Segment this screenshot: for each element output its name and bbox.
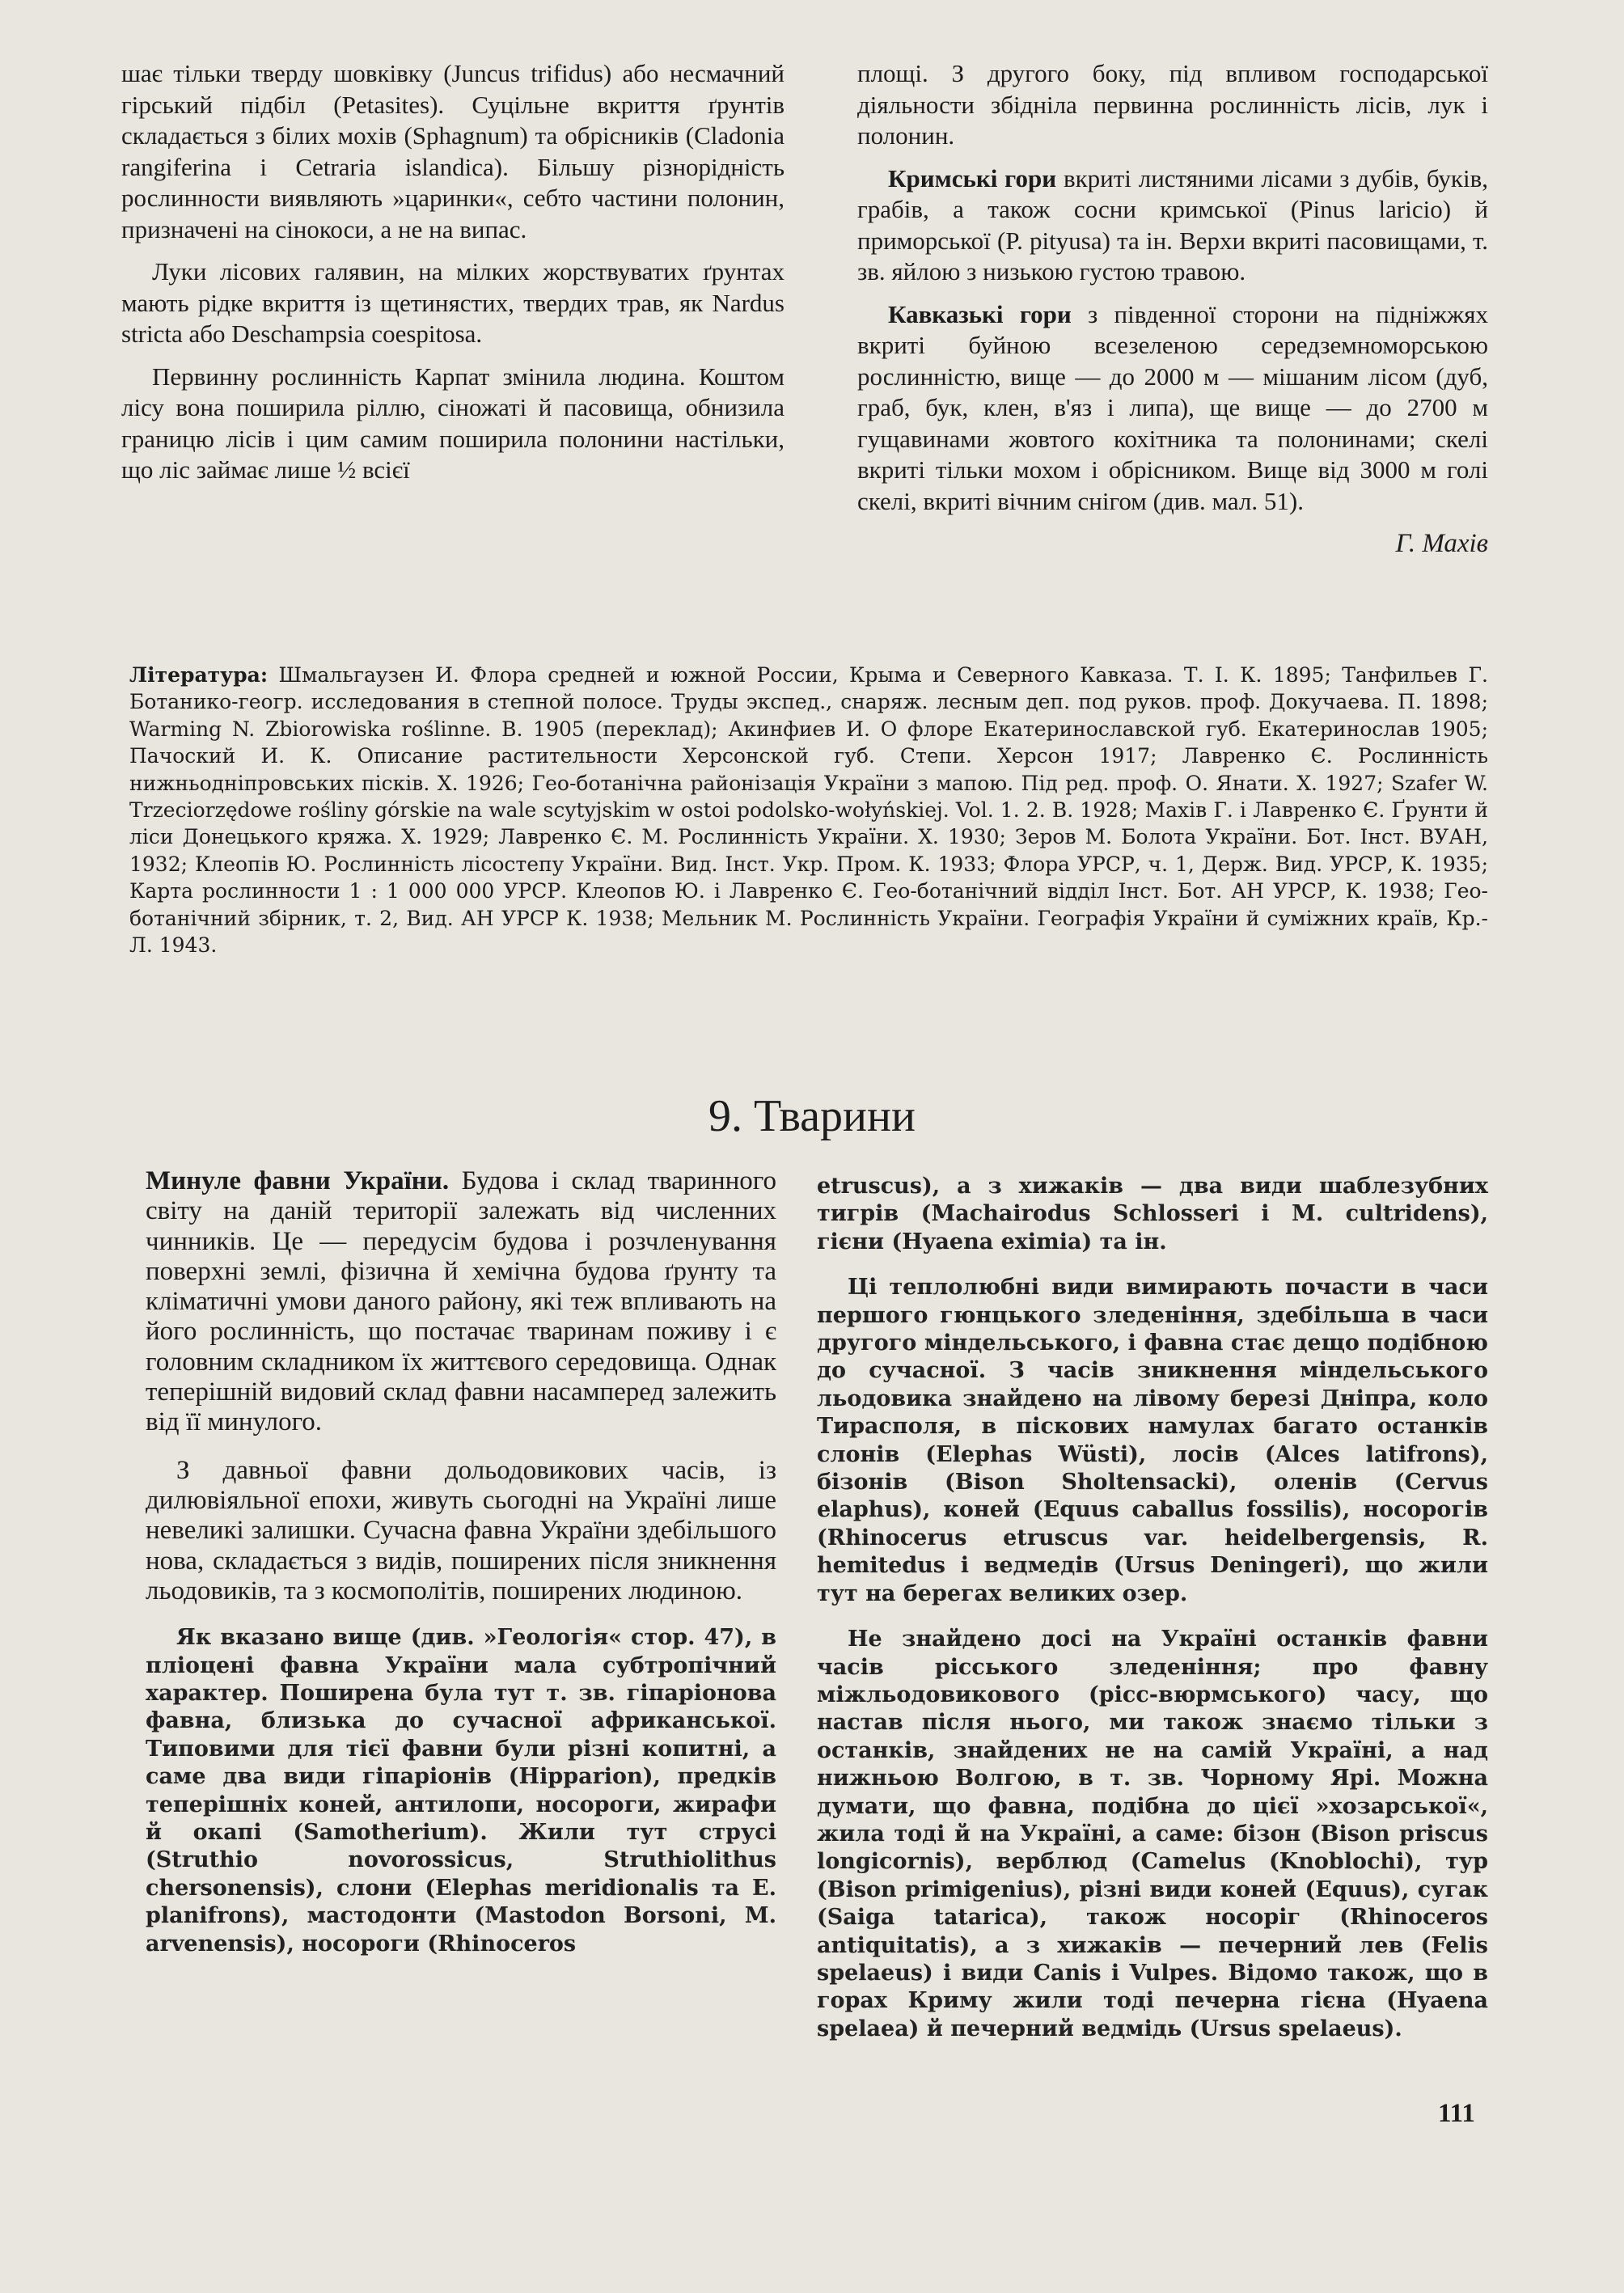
paragraph: Луки лісових галявин, на мілких жорствуватих ґрунтах мають рідке вкриття із щетинястих, твердих трав, як Nardus stricta або Deschampsia coespitosa. bbox=[121, 257, 785, 348]
subsection-title: Кримські гори bbox=[888, 163, 1057, 192]
paragraph: шає тільки тверду шовківку (Juncus trifidus) або несмачний гірський підбіл (Petasites). Суцільне вкриття ґрунтів складається з білих мохів (Sphagnum) та обрісників (Cladonia rangiferina і Cetraria islandica). Більшу різнорідність рослинности виявляють »царинки«, себто частини полонин, призначені на сінокоси, а не на випас. bbox=[121, 59, 785, 243]
paragraph bbox=[146, 1166, 776, 1438]
section-heading: 9. Тварини bbox=[708, 1091, 916, 1141]
top-right-column bbox=[857, 58, 1488, 560]
bottom-right-column bbox=[817, 1173, 1488, 2061]
subsection-title: Кавказькі гори bbox=[888, 299, 1072, 328]
author-signature: Г. Махів bbox=[1395, 529, 1488, 558]
literature-text: Шмальгаузен И. Флора средней и южной России, Крыма и Северного Кавказа. Т. І. К. 1895; Танфильев Г. Ботанико-геогр. исследования в степной полосе. Труды экспед., снаряж. лесным деп. под руков. проф. Докучаева. П. 1898; Warming N. Zbiorowiska roślinne. В. 1905 (переклад); Акинфиев И. О флоре Екатеринославской губ. Екатеринослав 1905; Пачоский И. К. Описание растительности Херсонской губ. Степи. Херсон 1917; Лавренко Є. Рослинність нижньодніпровських пісків. Х. 1926; Гео-ботанічна районізація України з мапою. Під ред. проф. О. Янати. Х. 1927; Szafer W. Trzeciorzędowe rośliny górskie na wale scytyjskim w ostoi podolsko-wołyńskiej. Vol. 1. 2. В. 1928; Махів Г. і Лавренко Є. Ґрунти й ліси Донецького кряжа. Х. 1929; Лавренко Є. М. Рослинність України. Х. 1930; Зеров М. Болота України. Бот. Інст. ВУАН, 1932; Клеопів Ю. Рослинність лісостепу України. Вид. Інст. Укр. Пром. К. 1933; Флора УРСР, ч. 1, Держ. Вид. УРСР, К. 1935; Карта рослинности 1 : 1 000 000 УРСР. Клеопов Ю. і Лавренко Є. Гео-ботанічний відділ Інст. Бот. АН УРСР, К. 1938; Гео-ботанічний збірник, т. 2, Вид. АН УРСР К. 1938; Мельник М. Рослинність України. Географія України й суміжних країв, Кр.-Л. 1943. bbox=[129, 663, 1488, 958]
paragraph: Як вказано вище (див. »Геологія« стор. 47), в пліоцені фавна України мала субтропічний характер. Поширена була тут т. зв. гіпаріонова фавна, близька до сучасної африканської. Типовими для тієї фавни були різні копитні, а саме два види гіпаріонів (Hipparion), предків теперішніх коней, антилопи, носороги, жирафи й окапі (Samotherium). Жили тут струсі (Struthio novorossicus, Struthiolithus chersonensis), слони (Elephas meridionalis та E. planifrons), мастодонти (Mastodon Borsoni, M. arvenensis), носороги (Rhinoceros bbox=[146, 1625, 776, 1957]
subsection-title: Минуле фавни України. bbox=[146, 1166, 450, 1195]
paragraph: Ці теплолюбні види вимирають почасти в часи першого гюнцького зледеніння, здебільша в часи другого міндельського, і фавна стає дещо подібною до сучасної. З часів зникнення міндельського льодовика знайдено на лівому березі Дніпра, коло Тирасполя, в піскових намулах багато останків слонів (Elephas Wüsti), лосів (Alces latifrons), бізонів (Bison Sholtensacki), оленів (Cervus elaphus), коней (Equus caballus fossilis), носорогів (Rhinocerus etruscus var. heidelbergensis, R. hemitedus і ведмедів (Ursus Deningeri), що жили тут на берегах великих озер. bbox=[817, 1275, 1488, 1606]
paragraph-text: вкриті листяними лісами з дубів, буків, грабів, а також сосни кримської (Pinus laricio) й приморської (P. pityusa) та ін. Верхи вкриті пасовищами, т. зв. яйлою з низькою густою травою. bbox=[857, 163, 1488, 286]
top-left-column bbox=[121, 58, 785, 497]
paragraph bbox=[857, 163, 1488, 288]
paragraph bbox=[857, 299, 1488, 518]
literature-label: Література: bbox=[129, 663, 269, 687]
page-number: 111 bbox=[1438, 2099, 1475, 2128]
paragraph: Первинну рослинність Карпат змінила людина. Коштом лісу вона поширила ріллю, сіножаті й пасовища, обнизила границю лісів і цим самим поширила полонини настільки, що ліс займає лише ½ всієї bbox=[121, 362, 785, 484]
paragraph: Не знайдено досі на Україні останків фавни часів рісського зледеніння; про фавну міжльодовикового (рісс-вюрмського) часу, що настав після нього, ми також знаємо тільки з останків, знайдених не на самій Україні, а над нижньою Волгою, в т. зв. Чорному Ярі. Можна думати, що фавна, подібна до цієї »хозарської«, жила тоді й на Україні, а саме: бізон (Bison priscus longicornis), верблюд (Camelus (Knoblochi), тур (Bison primigenius), різні види коней (Equus), сугак (Saiga tatarica), також носоріг (Rhinoceros antiquitatis), а з хижаків — печерний лев (Felis spelaeus) і види Canis і Vulpes. Відомо також, що в горах Криму жили тоді печерна гієна (Hyaena spelaea) й печерний ведмідь (Ursus spelaeus). bbox=[817, 1627, 1488, 2041]
paragraph: З давньої фавни дольодовикових часів, із дилювіяльної епохи, живуть сьогодні на Україні лише невеликі залишки. Сучасна фавна України здебільшого нова, складається з видів, поширених після зникнення льодовиків, та з космополітів, поширених людиною. bbox=[146, 1455, 776, 1606]
paragraph-text: з південної сторони на підніжжях вкриті буйною всезеленою середземноморською рослинністю, вище — до 2000 м — мішаним лісом (дуб, граб, бук, клен, в'яз і липа), ще вище — до 2700 м гущавинами жовтого кохітника та полонинами; скелі вкриті тільки мохом і обрісником. Вище від 3000 м голі скелі, вкриті вічним снігом (див. мал. 51). bbox=[857, 299, 1489, 515]
paragraph: etruscus), а з хижаків — два види шаблезубних тигрів (Machairodus Schlosseri і M. cultridens), гієни (Hyaena eximia) та ін. bbox=[817, 1174, 1488, 1254]
bottom-left-column bbox=[146, 1166, 776, 1976]
paragraph: площі. З другого боку, під впливом господарської діяльности збідніла первинна рослинність лісів, лук і полонин. bbox=[857, 59, 1488, 150]
paragraph-text: Будова і склад тваринного світу на даній території залежать від численних чинників. Це — передусім будова і розчленування поверхні землі, фізична й хемічна будова ґрунту та кліматичні умови даного району, які теж впливають на його рослинність, що постачає тваринам поживу і є головним складником їх життєвого середовища. Однак теперішній видовий склад фавни насамперед залежить від її минулого. bbox=[146, 1166, 776, 1437]
literature-list bbox=[129, 662, 1488, 958]
